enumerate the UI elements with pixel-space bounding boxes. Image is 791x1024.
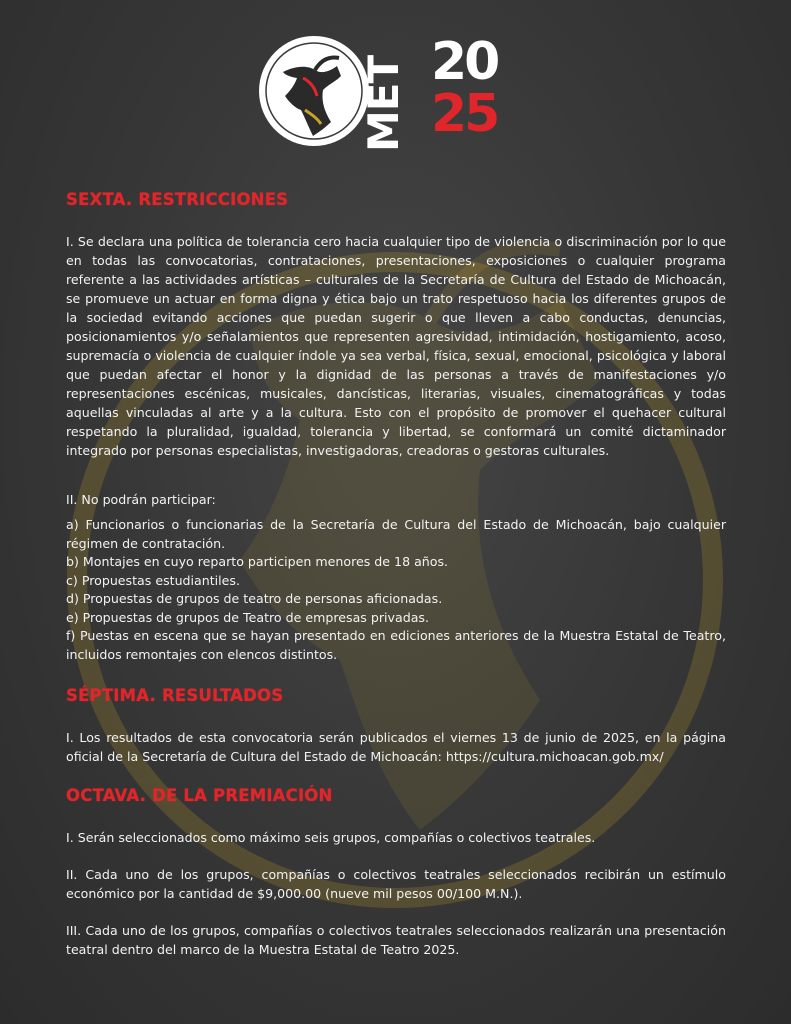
paragraph-octava-3: III. Cada uno de los grupos, compañías o colectivos teatrales seleccionados realizarán una presentación teatral dentro del marco de la Muestra Estatal de Teatro 2025.: [66, 923, 726, 957]
restrictions-list: [66, 516, 726, 664]
section-title-septima: SÉPTIMA. RESULTADOS: [66, 686, 284, 705]
paragraph-sexta-1: I. Se declara una política de tolerancia cero hacia cualquier tipo de violencia o discriminación por lo que en todas las convocatorias, contrataciones, presentaciones, exposiciones o cualquier programa referente a las actividades artísticas – culturales de la Secretaría de Cultura del Estado de Michoacán, se promueve un actuar en forma digna y ética bajo un trato respetuoso hacia los diferentes grupos de la sociedad evitando acciones que puedan sugerir o que lleven a cabo conductas, denuncias, posicionamientos y/o señalamientos que representen agresividad, intimidación, hostigamiento, acoso, supremacía o violencia de cualquier índole ya sea verbal, física, sexual, emocional, psicológica y laboral que puedan afectar el honor y la dignidad de las personas a través de manifestaciones y/o representaciones escénicas, musicales, dancísticas, literarias, visuales, cinematográficas y todas aquellas vinculadas al arte y a la cultura. Esto con el propósito de promover el quehacer cultural respetando la pluralidad, igualdad, tolerancia y libertad, se conformará un comité dictaminador integrado por personas especialistas, investigadoras, creadoras o gestoras culturales.: [66, 234, 726, 458]
met-logo-icon: [255, 32, 373, 150]
list-item: a) Funcionarios o funcionarias de la Secretaría de Cultura del Estado de Michoacán, bajo cualquier régimen de contratación.: [66, 517, 726, 551]
list-item: d) Propuestas de grupos de teatro de personas aficionadas.: [66, 591, 443, 606]
section-title-sexta: SEXTA. RESTRICCIONES: [66, 190, 289, 209]
year-top-text: 20: [431, 32, 498, 92]
list-item: b) Montajes en cuyo reparto participen menores de 18 años.: [66, 554, 449, 569]
paragraph-sexta-2: II. No podrán participar:: [66, 492, 216, 507]
section-title-octava: OCTAVA. DE LA PREMIACIÓN: [66, 786, 333, 805]
paragraph-octava-1: I. Serán seleccionados como máximo seis grupos, compañías o colectivos teatrales.: [66, 830, 596, 845]
list-item: f) Puestas en escena que se hayan presentado en ediciones anteriores de la Muestra Estatal de Teatro, incluidos remontajes con elencos distintos.: [66, 628, 726, 662]
header-logo: [255, 24, 525, 154]
paragraph-septima-1: I. Los resultados de esta convocatoria serán publicados el viernes 13 de junio de 2025, en la página oficial de la Secretaría de Cultura del Estado de Michoacán: https://cultura.michoacan.gob.mx/: [66, 730, 726, 764]
paragraph-octava-2: II. Cada uno de los grupos, compañías o colectivos teatrales seleccionados recibirán un estímulo económico por la cantidad de $9,000.00 (nueve mil pesos 00/100 M.N.).: [66, 867, 726, 901]
met-vertical-text: MET: [359, 55, 408, 152]
list-item: e) Propuestas de grupos de Teatro de empresas privadas.: [66, 609, 429, 625]
list-item: c) Propuestas estudiantiles.: [66, 572, 240, 588]
year-bottom-text: 25: [431, 84, 498, 144]
